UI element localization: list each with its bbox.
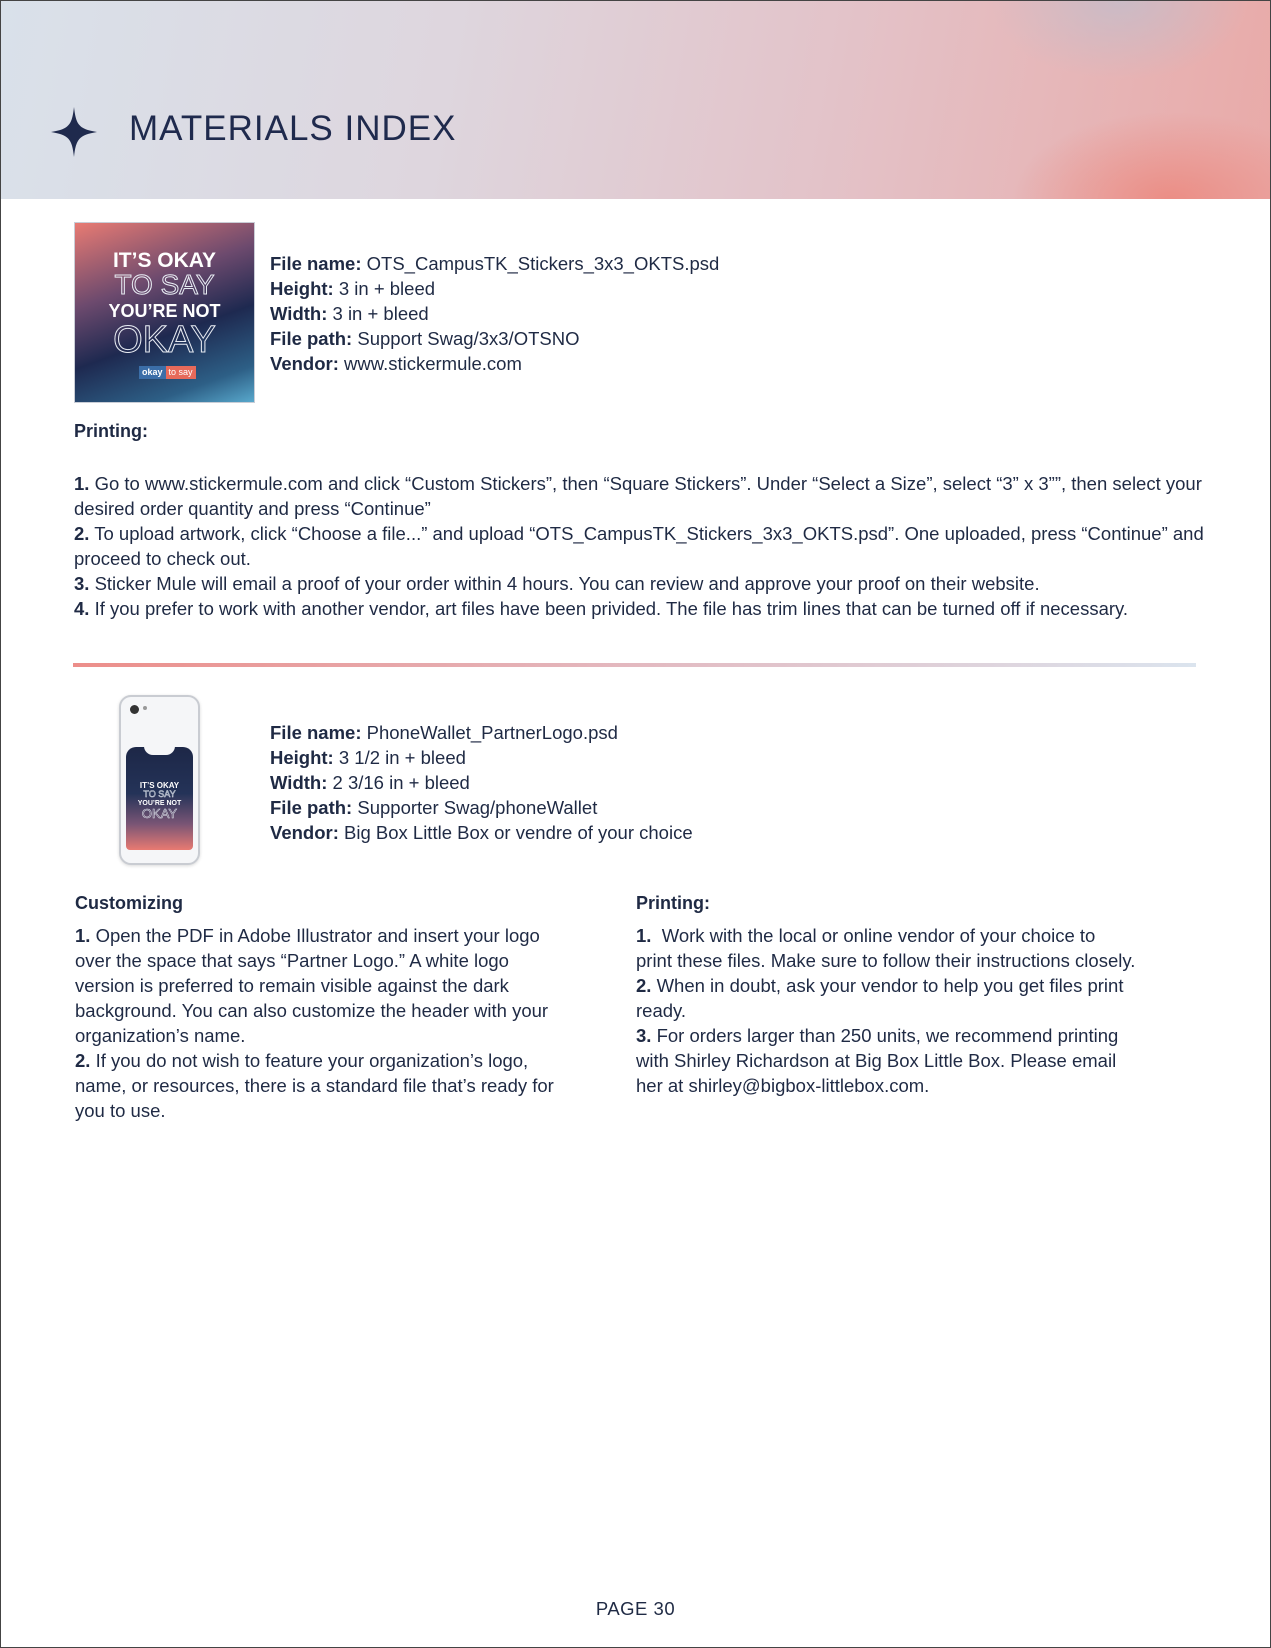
step-text: Work with the local or online vendor of your choice to print these files. Make sure to follow their instructions closely. (636, 925, 1136, 971)
info-row (270, 795, 970, 820)
info-label: Height: (270, 278, 334, 299)
info-value: Support Swag/3x3/OTSNO (352, 328, 580, 349)
info-row (270, 820, 970, 845)
info-label: Height: (270, 747, 334, 768)
info-row (270, 745, 970, 770)
sticker-line-3: YOU’RE NOT (108, 301, 221, 321)
step-number: 1. (74, 473, 90, 494)
step-text: Sticker Mule will email a proof of your order within 4 hours. You can review and approve your proof on their website. (89, 573, 1040, 594)
sticker-line-2: TO SAY (114, 269, 215, 300)
page-title: MATERIALS INDEX (129, 109, 457, 148)
step-text: If you do not wish to feature your organization’s logo, name, or resources, there is a standard file that’s ready for you to use. (75, 1050, 554, 1121)
phone-wallet-thumbnail (119, 695, 200, 865)
info-label: Vendor: (270, 353, 339, 374)
info-value: 3 1/2 in + bleed (333, 747, 466, 768)
wallet-line-2: TO SAY (143, 789, 176, 799)
section-divider (73, 663, 1196, 667)
step-text: If you prefer to work with another vendor, art files have been privided. The file has trim lines that can be turned off if necessary. (89, 598, 1129, 619)
wallet-line-3: YOU’RE NOT (137, 800, 182, 807)
phone-wallet-file-info (270, 720, 970, 845)
header-gradient-haze (990, 1, 1250, 81)
info-row (270, 351, 970, 376)
info-label: Vendor: (270, 822, 339, 843)
info-row (270, 276, 970, 301)
step (74, 521, 1204, 571)
step (74, 596, 1204, 621)
phone-wallet-printing-steps (636, 923, 1136, 1098)
step (74, 471, 1204, 521)
page-header (1, 1, 1270, 199)
badge-okay: okay (139, 366, 166, 379)
step (636, 923, 1136, 973)
sticker-file-info (270, 251, 970, 376)
info-row (270, 720, 970, 745)
step (75, 1048, 565, 1123)
info-value: 2 3/16 in + bleed (327, 772, 470, 793)
info-label: File name: (270, 722, 362, 743)
wallet-line-4: OKAY (141, 806, 178, 821)
info-value: Big Box Little Box or vendre of your choice (338, 822, 693, 843)
info-row (270, 301, 970, 326)
step-text: For orders larger than 250 units, we recommend printing with Shirley Richardson at Big Box Little Box. Please email her at shirley@bigbox-littlebox.com. (636, 1025, 1119, 1096)
sticker-line-4: OKAY (113, 319, 216, 361)
step-number: 1. (75, 925, 91, 946)
sticker-printing-steps (74, 471, 1204, 621)
info-label: File name: (270, 253, 362, 274)
info-label: File path: (270, 328, 353, 349)
info-row (270, 326, 970, 351)
info-label: File path: (270, 797, 353, 818)
step (636, 973, 1136, 1023)
info-label: Width: (270, 303, 328, 324)
info-value: 3 in + bleed (333, 278, 436, 299)
wallet-line-1: IT’S OKAY (139, 781, 180, 790)
step (74, 571, 1204, 596)
header-gradient-glow (1010, 111, 1270, 199)
info-value: www.stickermule.com (338, 353, 522, 374)
step-text: Go to www.stickermule.com and click “Custom Stickers”, then “Square Stickers”. Under “Select a Size”, select “3” x 3””, then select your desired order quantity and press “Continue” (74, 473, 1202, 519)
step-number: 3. (636, 1025, 652, 1046)
step (636, 1023, 1136, 1098)
sticker-thumbnail (74, 222, 255, 403)
step-number: 3. (74, 573, 90, 594)
info-row (270, 770, 970, 795)
step-text: To upload artwork, click “Choose a file...” and upload “OTS_CampusTK_Stickers_3x3_OKTS.psd”. One uploaded, press “Continue” and proceed to check out. (74, 523, 1204, 569)
wallet-card (126, 747, 193, 850)
camera-icon (130, 705, 139, 714)
info-value: Supporter Swag/phoneWallet (352, 797, 598, 818)
badge-to-say: to say (166, 366, 196, 379)
step-number: 2. (75, 1050, 91, 1071)
info-value: PhoneWallet_PartnerLogo.psd (361, 722, 618, 743)
phone-wallet-printing-heading: Printing: (636, 893, 710, 913)
customizing-heading: Customizing (75, 893, 183, 913)
step-text: When in doubt, ask your vendor to help you get files print ready. (636, 975, 1124, 1021)
step-number: 2. (74, 523, 90, 544)
four-point-star-icon (51, 107, 97, 157)
step-number: 1. (636, 925, 652, 946)
page-number: PAGE 30 (595, 1598, 676, 1619)
sticker-logo-badge (139, 366, 196, 379)
customizing-steps (75, 923, 565, 1123)
flash-icon (143, 706, 147, 710)
sticker-printing-heading: Printing: (74, 421, 148, 441)
info-value: 3 in + bleed (327, 303, 429, 324)
info-row (270, 251, 970, 276)
step (75, 923, 565, 1048)
step-text: Open the PDF in Adobe Illustrator and insert your logo over the space that says “Partner Logo.” A white logo version is preferred to remain visible against the dark background. You can also customize the header with your organization’s name. (75, 925, 549, 1046)
sticker-line-1: IT’S OKAY (112, 249, 217, 272)
step-number: 2. (636, 975, 652, 996)
info-label: Width: (270, 772, 328, 793)
info-value: OTS_CampusTK_Stickers_3x3_OKTS.psd (361, 253, 720, 274)
step-number: 4. (74, 598, 90, 619)
